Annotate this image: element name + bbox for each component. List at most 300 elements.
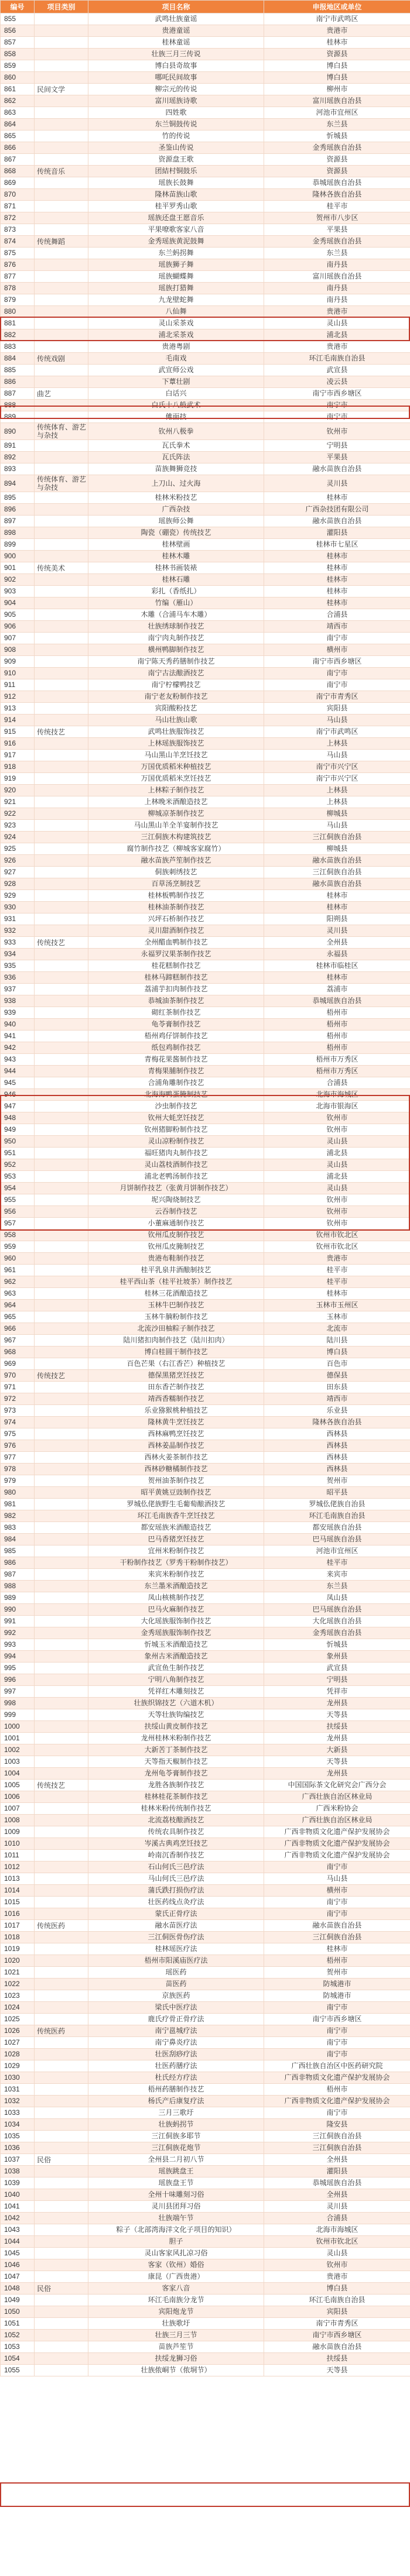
- row-category: [35, 586, 88, 597]
- row-region: 田东县: [264, 1382, 410, 1393]
- table-row: [1, 1744, 410, 1756]
- row-project-name: 乐业猕猴桃种植技艺: [88, 1405, 264, 1417]
- row-region: 合浦县: [264, 1077, 410, 1089]
- row-project-name: 三江侗族木构建筑技艺: [88, 832, 264, 843]
- row-category: [35, 890, 88, 902]
- row-project-name: 壮族蚂拐节: [88, 2119, 264, 2131]
- table-row: [1, 2072, 410, 2084]
- row-number: 921: [1, 796, 35, 808]
- row-project-name: 瑶族狮子舞: [88, 259, 264, 271]
- row-category: [35, 1265, 88, 1276]
- row-region: 上林县: [264, 738, 410, 750]
- row-project-name: 纸包鸡制作技艺: [88, 1042, 264, 1054]
- row-project-name: 岭南沉香制作技艺: [88, 1850, 264, 1861]
- row-region: 南宁市兴宁区: [264, 761, 410, 773]
- row-category: [35, 1171, 88, 1183]
- row-region: 灵山县: [264, 1159, 410, 1171]
- row-number: 911: [1, 679, 35, 691]
- row-number: 1018: [1, 1932, 35, 1943]
- row-region: 南宁市: [264, 400, 410, 411]
- row-category: [35, 271, 88, 283]
- row-region: 博白县: [264, 2283, 410, 2295]
- row-project-name: 南宁古法酿酒技艺: [88, 668, 264, 679]
- row-project-name: 万国优质稻米种植技艺: [88, 761, 264, 773]
- row-category: [35, 1522, 88, 1534]
- row-project-name: 钦州八极拳: [88, 423, 264, 440]
- table-row: [1, 1382, 410, 1393]
- row-project-name: 南宁邕城疗法: [88, 2025, 264, 2037]
- row-category: [35, 1452, 88, 1464]
- row-number: 1050: [1, 2306, 35, 2318]
- row-category: [35, 306, 88, 318]
- table-row: [1, 248, 410, 259]
- row-category: [35, 1545, 88, 1557]
- row-project-name: 宾阳酸粉技艺: [88, 703, 264, 715]
- row-project-name: 客家八音: [88, 2283, 264, 2295]
- row-region: 广西壮族自治区林业局: [264, 1791, 410, 1803]
- row-project-name: 武鸣壮族童谣: [88, 13, 264, 25]
- row-number: 1019: [1, 1943, 35, 1955]
- row-region: 广西非物质文化遗产保护发展协会: [264, 2072, 410, 2084]
- row-region: 南宁市: [264, 1897, 410, 1908]
- table-row: [1, 1873, 410, 1885]
- row-category: [35, 365, 88, 376]
- row-project-name: 侗族刺绣技艺: [88, 867, 264, 878]
- row-project-name: 桂林米粉技艺: [88, 492, 264, 504]
- row-project-name: 桂林石雕: [88, 574, 264, 586]
- row-category: [35, 1534, 88, 1545]
- row-number: 913: [1, 703, 35, 715]
- table-row: [1, 1171, 410, 1183]
- row-region: 钦州市: [264, 1112, 410, 1124]
- row-project-name: 桂林书画装裱: [88, 562, 264, 574]
- row-region: 南宁市青秀区: [264, 691, 410, 703]
- row-region: 北海市海城区: [264, 2224, 410, 2236]
- row-region: 凤山县: [264, 1592, 410, 1604]
- row-number: 958: [1, 1229, 35, 1241]
- row-category: [35, 1253, 88, 1265]
- row-number: 953: [1, 1171, 35, 1183]
- row-number: 938: [1, 995, 35, 1007]
- table-row: [1, 411, 410, 423]
- row-category: [35, 1850, 88, 1861]
- row-category: [35, 376, 88, 388]
- row-category: [35, 1557, 88, 1569]
- table-row: [1, 1347, 410, 1358]
- row-project-name: 田东香芒制作技艺: [88, 1382, 264, 1393]
- row-project-name: 砌红茶制作技艺: [88, 1007, 264, 1019]
- table-row: [1, 49, 410, 60]
- row-project-name: 壮族端午节: [88, 2213, 264, 2224]
- row-project-name: 资源盘王歌: [88, 154, 264, 166]
- row-category: [35, 1323, 88, 1335]
- row-region: 灵川县: [264, 925, 410, 937]
- row-number: 972: [1, 1393, 35, 1405]
- row-number: 882: [1, 329, 35, 341]
- table-row: [1, 1967, 410, 1979]
- row-category: [35, 504, 88, 516]
- row-number: 943: [1, 1054, 35, 1066]
- table-row: [1, 2142, 410, 2154]
- row-category: [35, 1709, 88, 1721]
- row-number: 877: [1, 271, 35, 283]
- table-row: [1, 72, 410, 84]
- row-project-name: 桂平罗秀山歌: [88, 201, 264, 212]
- row-region: 融水苗族自治县: [264, 878, 410, 890]
- row-project-name: 彩扎（香纸扎）: [88, 586, 264, 597]
- table-row: [1, 1031, 410, 1042]
- row-category: [35, 2014, 88, 2025]
- row-project-name: 蒲氏跌打损伤疗法: [88, 1885, 264, 1897]
- row-project-name: 白氏十八般武术: [88, 400, 264, 411]
- row-project-name: 桂平西山茶（桂平社坡茶）制作技艺: [88, 1276, 264, 1288]
- row-category: [35, 2072, 88, 2084]
- table-row: [1, 562, 410, 574]
- row-region: 桂平市: [264, 1265, 410, 1276]
- row-region: 资源县: [264, 166, 410, 177]
- row-project-name: 上林瑶族服饰技艺: [88, 738, 264, 750]
- row-category: [35, 1218, 88, 1229]
- row-number: 927: [1, 867, 35, 878]
- row-region: 博白县: [264, 60, 410, 72]
- row-region: 钦州市: [264, 2259, 410, 2271]
- row-category: [35, 400, 88, 411]
- row-category: [35, 1159, 88, 1171]
- table-row: [1, 60, 410, 72]
- table-row: [1, 1089, 410, 1101]
- row-category: [35, 294, 88, 306]
- row-project-name: 圣鉴山传说: [88, 142, 264, 154]
- row-number: 856: [1, 25, 35, 37]
- table-row: [1, 1616, 410, 1627]
- row-number: 897: [1, 516, 35, 527]
- table-row: [1, 376, 410, 388]
- row-number: 1015: [1, 1897, 35, 1908]
- table-row: [1, 1229, 410, 1241]
- row-category: 传统医药: [35, 1920, 88, 1932]
- row-category: [35, 1440, 88, 1452]
- row-project-name: 南宁肉丸制作技艺: [88, 633, 264, 644]
- table-row: [1, 492, 410, 504]
- row-project-name: 永福罗汉果茶制作技艺: [88, 949, 264, 960]
- row-number: 925: [1, 843, 35, 855]
- row-project-name: 桂林木雕: [88, 551, 264, 562]
- table-row: [1, 1042, 410, 1054]
- row-number: 880: [1, 306, 35, 318]
- row-region: 柳城县: [264, 808, 410, 820]
- row-category: [35, 1510, 88, 1522]
- row-number: 982: [1, 1510, 35, 1522]
- row-project-name: 传统农具制作技艺: [88, 1826, 264, 1838]
- row-region: 龙州县: [264, 1768, 410, 1780]
- row-project-name: 钦州猪脚粉制作技艺: [88, 1124, 264, 1136]
- row-region: 南宁市: [264, 411, 410, 423]
- row-region: 灵山县: [264, 1183, 410, 1194]
- row-category: 传统音乐: [35, 166, 88, 177]
- table-row: [1, 1990, 410, 2002]
- table-row: [1, 668, 410, 679]
- row-region: 环江毛南族自治县: [264, 1510, 410, 1522]
- row-category: [35, 2002, 88, 2014]
- table-row: [1, 1323, 410, 1335]
- row-number: 895: [1, 492, 35, 504]
- row-number: 1025: [1, 2014, 35, 2025]
- row-category: [35, 13, 88, 25]
- table-row: [1, 1557, 410, 1569]
- row-category: [35, 95, 88, 107]
- row-project-name: 苗族芦笙节: [88, 2341, 264, 2353]
- table-row: [1, 318, 410, 329]
- row-region: 扶绥县: [264, 2353, 410, 2365]
- row-region: 南宁市武鸣区: [264, 726, 410, 738]
- row-region: 桂平市: [264, 1557, 410, 1569]
- row-number: 949: [1, 1124, 35, 1136]
- row-project-name: 上刀山、过火海: [88, 475, 264, 492]
- row-project-name: 凤山核桃制作技艺: [88, 1592, 264, 1604]
- table-row: [1, 867, 410, 878]
- row-region: 忻城县: [264, 1639, 410, 1651]
- table-row: [1, 633, 410, 644]
- row-project-name: 灵川甜酒制作技艺: [88, 925, 264, 937]
- row-number: 1037: [1, 2154, 35, 2166]
- row-number: 941: [1, 1031, 35, 1042]
- table-row: [1, 400, 410, 411]
- row-number: 873: [1, 224, 35, 236]
- row-category: [35, 539, 88, 551]
- table-row: [1, 1428, 410, 1440]
- row-region: 钦州市: [264, 1194, 410, 1206]
- row-number: 993: [1, 1639, 35, 1651]
- row-region: 河池市宜州区: [264, 1545, 410, 1557]
- table-row: [1, 1780, 410, 1791]
- table-row: [1, 452, 410, 463]
- row-number: 998: [1, 1698, 35, 1709]
- row-project-name: 龙州龟苓膏制作技艺: [88, 1768, 264, 1780]
- row-region: 河池市宜州区: [264, 107, 410, 119]
- row-project-name: 云吞制作技艺: [88, 1206, 264, 1218]
- table-row: [1, 475, 410, 492]
- row-region: 合浦县: [264, 609, 410, 621]
- row-project-name: 贵港童谣: [88, 25, 264, 37]
- row-project-name: 全州县二月初八节: [88, 2154, 264, 2166]
- row-project-name: 南宁鼻炎疗法: [88, 2037, 264, 2049]
- row-number: 867: [1, 154, 35, 166]
- row-category: [35, 1382, 88, 1393]
- table-row: [1, 1815, 410, 1826]
- row-category: [35, 2084, 88, 2096]
- table-row: [1, 1288, 410, 1300]
- row-number: 929: [1, 890, 35, 902]
- row-region: 融水苗族自治县: [264, 463, 410, 475]
- row-region: 钦州市钦北区: [264, 2236, 410, 2248]
- row-project-name: 上林晚米酒酿造技艺: [88, 796, 264, 808]
- row-project-name: 九龙壁蛇舞: [88, 294, 264, 306]
- table-row: [1, 1955, 410, 1967]
- row-category: [35, 329, 88, 341]
- row-category: [35, 972, 88, 984]
- row-region: 南宁市青秀区: [264, 2318, 410, 2330]
- table-row: [1, 1756, 410, 1768]
- table-row: [1, 13, 410, 25]
- table-row: [1, 1253, 410, 1265]
- row-category: 传统体育、游艺与杂技: [35, 423, 88, 440]
- row-number: 903: [1, 586, 35, 597]
- row-category: 传统美术: [35, 562, 88, 574]
- row-region: 玉林市: [264, 1311, 410, 1323]
- row-category: [35, 867, 88, 878]
- row-region: 宁明县: [264, 1674, 410, 1686]
- table-row: [1, 1405, 410, 1417]
- row-project-name: 凭祥红木雕刻技艺: [88, 1686, 264, 1698]
- row-project-name: 马山黑山羊全羊宴制作技艺: [88, 820, 264, 832]
- row-category: [35, 1733, 88, 1744]
- row-project-name: 灵山采茶戏: [88, 318, 264, 329]
- table-row: [1, 189, 410, 201]
- row-project-name: 陶瓷（硼瓷）传统技艺: [88, 527, 264, 539]
- row-category: [35, 259, 88, 271]
- row-category: [35, 1405, 88, 1417]
- row-category: [35, 1873, 88, 1885]
- table-row: [1, 913, 410, 925]
- row-category: [35, 1932, 88, 1943]
- row-region: 南宁市: [264, 2002, 410, 2014]
- row-region: 忻城县: [264, 130, 410, 142]
- row-region: 西林县: [264, 1428, 410, 1440]
- table-row: [1, 1112, 410, 1124]
- table-row: [1, 1627, 410, 1639]
- row-category: [35, 1206, 88, 1218]
- row-category: [35, 1393, 88, 1405]
- row-region: 桂林市: [264, 586, 410, 597]
- row-number: 983: [1, 1522, 35, 1534]
- row-number: 916: [1, 738, 35, 750]
- table-row: [1, 2248, 410, 2259]
- table-row: [1, 1768, 410, 1780]
- row-region: 玉林市玉州区: [264, 1300, 410, 1311]
- row-region: 罗城仫佬族自治县: [264, 1499, 410, 1510]
- row-region: 象州县: [264, 1651, 410, 1663]
- row-region: 龙州县: [264, 1698, 410, 1709]
- row-project-name: 胆子: [88, 2236, 264, 2248]
- table-row: [1, 1545, 410, 1557]
- row-project-name: 武宣鱼生制作技艺: [88, 1663, 264, 1674]
- table-row: [1, 259, 410, 271]
- row-region: 中国国际茶文化研究会广西分会: [264, 1780, 410, 1791]
- row-category: [35, 201, 88, 212]
- row-project-name: 团結村铜鼓乐: [88, 166, 264, 177]
- table-row: [1, 1452, 410, 1464]
- row-number: 1036: [1, 2142, 35, 2154]
- row-project-name: 下蕈壮剧: [88, 376, 264, 388]
- row-number: 952: [1, 1159, 35, 1171]
- row-category: [35, 656, 88, 668]
- row-region: 资源县: [264, 49, 410, 60]
- row-project-name: 隆林黄牛烹饪技艺: [88, 1417, 264, 1428]
- row-region: 桂林市: [264, 902, 410, 913]
- row-number: 865: [1, 130, 35, 142]
- row-region: 三江侗族自治县: [264, 867, 410, 878]
- row-project-name: 广西杂技: [88, 504, 264, 516]
- table-row: [1, 1709, 410, 1721]
- row-project-name: 西林砂糖橘制作技艺: [88, 1464, 264, 1475]
- row-project-name: 傩面技: [88, 411, 264, 423]
- row-project-name: 西林姜晶制作技艺: [88, 1440, 264, 1452]
- row-project-name: 博白桂圆干制作技艺: [88, 1347, 264, 1358]
- table-row: [1, 1077, 410, 1089]
- table-row: [1, 504, 410, 516]
- row-number: 956: [1, 1206, 35, 1218]
- table-row: [1, 750, 410, 761]
- row-number: 986: [1, 1557, 35, 1569]
- row-category: [35, 341, 88, 353]
- table-row: [1, 1522, 410, 1534]
- row-region: 贵港市: [264, 25, 410, 37]
- row-category: [35, 2271, 88, 2283]
- table-row: [1, 2201, 410, 2213]
- row-category: [35, 1569, 88, 1581]
- row-category: [35, 925, 88, 937]
- row-region: 南宁市西乡塘区: [264, 2014, 410, 2025]
- row-region: 隆林各族自治县: [264, 189, 410, 201]
- row-number: 886: [1, 376, 35, 388]
- row-region: 来宾市: [264, 1569, 410, 1581]
- table-row: [1, 1148, 410, 1159]
- row-number: 1039: [1, 2177, 35, 2189]
- table-row: [1, 1721, 410, 1733]
- row-category: [35, 463, 88, 475]
- table-row: [1, 224, 410, 236]
- row-category: [35, 1311, 88, 1323]
- row-number: 900: [1, 551, 35, 562]
- table-row: [1, 1803, 410, 1815]
- row-project-name: 柳城凉茶制作技艺: [88, 808, 264, 820]
- row-project-name: 浦北老鸭汤制作技艺: [88, 1171, 264, 1183]
- row-number: 1007: [1, 1803, 35, 1815]
- row-project-name: 钦州瓜皮腌制技艺: [88, 1241, 264, 1253]
- row-category: [35, 1686, 88, 1698]
- row-number: 1041: [1, 2201, 35, 2213]
- row-region: 乐业县: [264, 1405, 410, 1417]
- table-row: [1, 177, 410, 189]
- row-region: 南宁市: [264, 633, 410, 644]
- row-category: [35, 1744, 88, 1756]
- row-category: 传统戏剧: [35, 353, 88, 365]
- row-category: [35, 119, 88, 130]
- row-number: 869: [1, 177, 35, 189]
- row-region: 融水苗族自治县: [264, 2341, 410, 2353]
- row-category: [35, 1241, 88, 1253]
- row-category: [35, 1815, 88, 1826]
- row-category: [35, 1639, 88, 1651]
- row-category: [35, 984, 88, 995]
- row-number: 955: [1, 1194, 35, 1206]
- row-category: [35, 715, 88, 726]
- table-row: [1, 1335, 410, 1347]
- row-project-name: 白话兴: [88, 388, 264, 400]
- row-number: 948: [1, 1112, 35, 1124]
- row-category: [35, 597, 88, 609]
- table-row: [1, 2318, 410, 2330]
- row-project-name: 竹的传说: [88, 130, 264, 142]
- row-number: 872: [1, 212, 35, 224]
- row-category: [35, 878, 88, 890]
- row-number: 970: [1, 1370, 35, 1382]
- row-project-name: 上林粽子制作技艺: [88, 785, 264, 796]
- row-region: 巴马瑶族自治县: [264, 1534, 410, 1545]
- row-region: 横州市: [264, 644, 410, 656]
- header-number: 编号: [1, 1, 35, 13]
- row-project-name: 桂林马蹄糕制作技艺: [88, 972, 264, 984]
